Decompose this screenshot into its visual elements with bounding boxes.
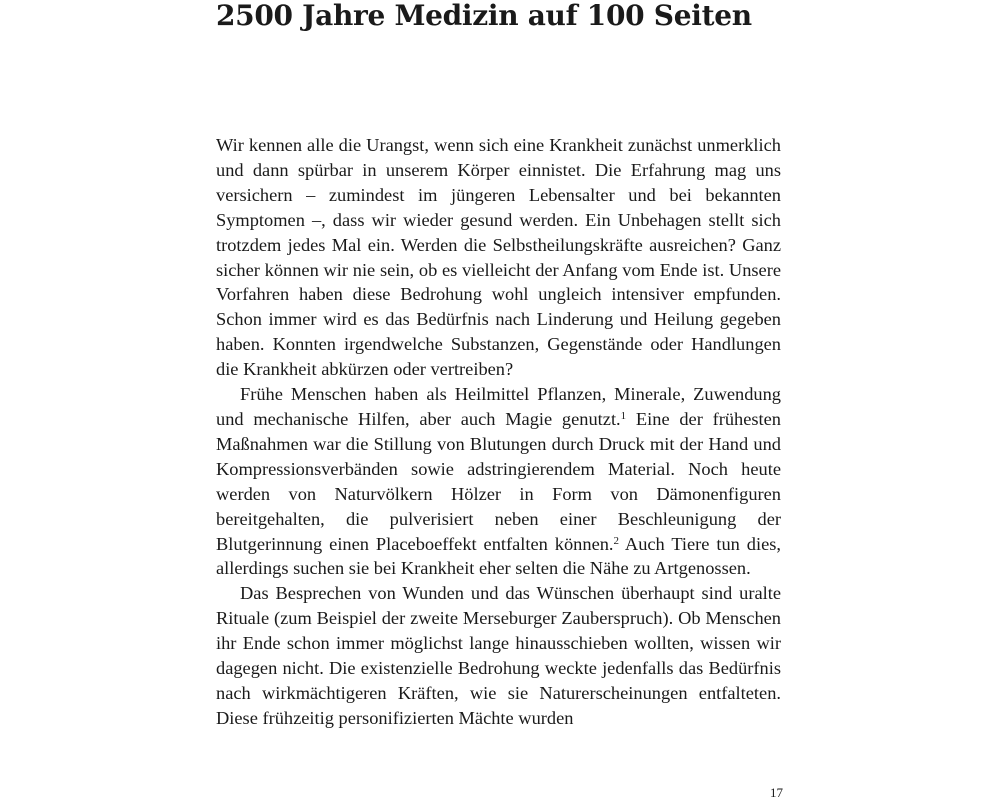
- paragraph-2: [216, 382, 781, 581]
- paragraph-3: [216, 581, 781, 730]
- page-number: 17: [770, 785, 783, 800]
- page-title: 2500 Jahre Medizin auf 100 Seiten: [216, 0, 752, 32]
- footnote-ref-2[interactable]: 2: [613, 534, 620, 547]
- footnote-ref-1[interactable]: 1: [620, 409, 627, 422]
- paragraph-2-text-b: Eine der frühesten Maßnahmen war die Stillung von Blutungen durch Druck mit der Hand und Kompressionsverbänden sowie adstringierendem Material. Noch heute werden von Naturvölkern Hölzer in Form von Dämonenfiguren bereitgehalten, die pulverisiert neben einer Beschleunigung der Blutgerinnung einen Placeboeffekt entfalten können.: [216, 408, 782, 554]
- paragraph-2-text-c: Auch Tiere tun dies, allerdings suchen sie bei Krankheit eher selten die Nähe zu Artgenossen.: [216, 533, 782, 579]
- paragraph-1-text: Wir kennen alle die Urangst, wenn sich eine Krankheit zunächst unmerklich und dann spürbar in unserem Körper einnistet. Die Erfahrung mag uns versichern – zumindest im jüngeren Lebensalter und bei bekannten Symptomen –, dass wir wieder gesund werden. Ein Unbehagen stellt sich trotzdem jedes Mal ein. Werden die Selbstheilungskräfte ausreichen? Ganz sicher können wir nie sein, ob es vielleicht der Anfang vom Ende ist. Unsere Vorfahren haben diese Bedrohung wohl ungleich intensiver empfunden. Schon immer wird es das Bedürfnis nach Linderung und Heilung gegeben haben. Konnten irgendwelche Substanzen, Gegenstände oder Handlungen die Krankheit abkürzen oder vertreiben?: [216, 135, 781, 380]
- paragraph-2-text-a: Frühe Menschen haben als Heilmittel Pflanzen, Minerale, Zuwendung und mechanische Hilfen, aber auch Magie genutzt.: [216, 384, 781, 429]
- body-text: [216, 133, 781, 731]
- paragraph-3-text: Das Besprechen von Wunden und das Wünschen überhaupt sind uralte Rituale (zum Beispiel der zweite Merseburger Zauberspruch). Ob Menschen ihr Ende schon immer möglichst lange hinausschieben wollten, wissen wir dagegen nicht. Die existenzielle Bedrohung weckte jedenfalls das Bedürfnis nach wirkmächtigeren Kräften, wie sie Naturerscheinungen entfalteten. Diese frühzeitig personifizierten Mächte wurden: [216, 583, 781, 728]
- paragraph-1: [216, 133, 781, 382]
